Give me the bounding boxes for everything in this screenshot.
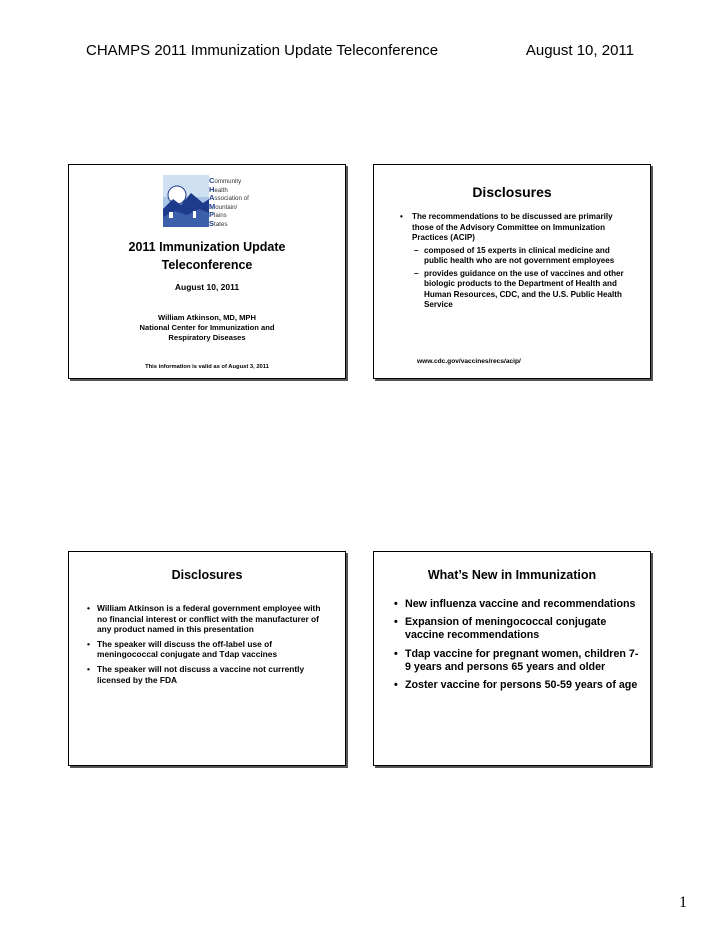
slide-heading: What’s New in Immunization [427,568,597,582]
logo-wordmark: Community Health Association of Mountain/ Plains States [209,176,249,228]
slide-whats-new [373,551,651,766]
list-item: • The speaker will not discuss a vaccine not currently licensed by the FDA [87,663,305,685]
header-title: CHAMPS 2011 Immunization Update Teleconference [86,42,439,59]
list-item: • Expansion of meningococcal conjugate vaccine recommendations [394,616,607,642]
champs-logo [163,175,263,227]
sub-list-item: – composed of 15 experts in clinical medicine and public health who are not government employees [414,245,615,265]
acip-url: www.cdc.gov/vaccines/recs/acip/ [417,358,521,365]
presentation-title: 2011 Immunization Update Teleconference [128,240,286,272]
list-item: • William Atkinson is a federal government employee with no financial interest or conflict with the manufacturer of any product named in this presentation [87,603,321,635]
slide-disclosures-speaker [68,551,346,766]
mountain-logo-icon [163,175,209,227]
list-item: • The speaker will discuss the off-label use of meningococcal conjugate and Tdap vaccines [87,638,278,660]
slide-heading: Disclosures [472,184,552,200]
presenter-info: William Atkinson, MD, MPH National Center for Immunization and Respiratory Diseases [139,313,275,342]
slide-body [398,212,632,311]
slide-body [85,603,329,689]
list-item: • Zoster vaccine for persons 50-59 years of age [394,679,638,692]
slide-heading: Disclosures [171,568,243,582]
slide-disclosures-acip [373,164,651,379]
header-date: August 10, 2011 [525,42,634,59]
list-item: • New influenza vaccine and recommendations [394,598,636,610]
slide-title [68,164,346,379]
slide-body [392,598,640,697]
page-number: 1 [679,894,687,911]
validity-note: This information is valid as of August 3, 2011 [145,364,269,370]
list-item: • Tdap vaccine for pregnant women, children 7-9 years and persons 65 years and older [394,647,639,673]
list-item: • The recommendations to be discussed are primarily those of the Advisory Committee on Immunization Practices (ACIP) [400,212,613,242]
presentation-date: August 10, 2011 [174,282,240,292]
sub-list-item: – provides guidance on the use of vaccines and other biologic products to the Department of Health and Human Resources, CDC, and the U.S. Public Health Service [414,268,624,309]
